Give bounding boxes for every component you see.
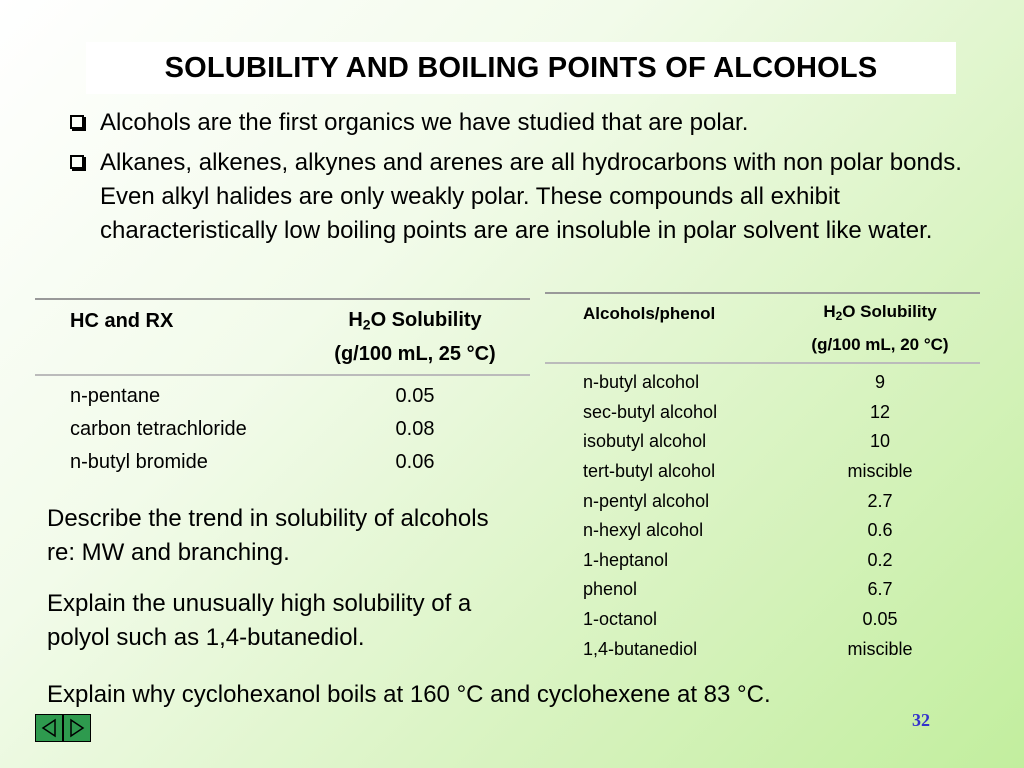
solubility-value: 0.2 xyxy=(867,549,893,570)
compound-name: 1,4-butanediol xyxy=(583,638,698,659)
table-row xyxy=(35,446,530,479)
header-subscript: 2 xyxy=(362,316,371,333)
header-units: (g/100 mL, 20 °C) xyxy=(811,335,949,355)
header-text: O Solubility xyxy=(842,301,937,321)
question-text: Describe the trend in solubility of alcohols re: MW and branching. xyxy=(47,505,489,566)
compound-name: n-pentane xyxy=(70,385,161,407)
triangle-left-icon xyxy=(40,718,58,738)
table-row xyxy=(545,363,980,398)
compound-name: n-butyl alcohol xyxy=(583,372,700,393)
solubility-value: 0.6 xyxy=(867,520,893,541)
slide-title: SOLUBILITY AND BOILING POINTS OF ALCOHOLS xyxy=(164,51,878,84)
alcohol-solubility-table xyxy=(545,292,980,664)
previous-slide-button[interactable] xyxy=(35,714,63,742)
solubility-value: 0.08 xyxy=(395,418,435,440)
solubility-value: miscible xyxy=(847,638,913,659)
table-row xyxy=(545,486,980,516)
triangle-right-icon xyxy=(68,718,86,738)
solubility-value: 0.05 xyxy=(395,385,435,407)
solubility-value: 10 xyxy=(869,431,891,452)
solubility-value: 9 xyxy=(874,372,885,393)
next-slide-button[interactable] xyxy=(63,714,91,742)
bullet-list xyxy=(70,106,990,254)
compound-name: n-pentyl alcohol xyxy=(583,490,710,511)
title-box xyxy=(86,42,956,94)
hc-rx-solubility-table xyxy=(35,298,530,479)
bullet-item xyxy=(70,146,990,248)
compound-name: tert-butyl alcohol xyxy=(583,461,716,482)
table-row xyxy=(35,375,530,413)
table-row xyxy=(545,546,980,576)
compound-name: n-butyl bromide xyxy=(70,451,208,473)
compound-name: phenol xyxy=(583,579,638,600)
table-row xyxy=(545,575,980,605)
compound-name: 1-heptanol xyxy=(583,549,669,570)
checkbox-bullet-icon xyxy=(70,155,84,169)
header-text: H xyxy=(348,308,363,331)
compound-name: 1-octanol xyxy=(583,609,658,630)
table-row xyxy=(545,516,980,546)
bullet-item xyxy=(70,106,990,140)
solubility-value: 12 xyxy=(869,401,891,422)
solubility-value: 0.06 xyxy=(395,451,435,473)
question-text: Explain why cyclohexanol boils at 160 °C and cyclohexene at 83 °C. xyxy=(47,681,771,708)
header-subscript: 2 xyxy=(835,308,843,323)
solubility-value: 6.7 xyxy=(867,579,893,600)
header-units: (g/100 mL, 25 °C) xyxy=(334,343,496,366)
table-row xyxy=(35,413,530,446)
header-text: O Solubility xyxy=(370,308,482,331)
slide-navigation xyxy=(35,714,91,742)
table-header-row xyxy=(35,299,530,375)
solubility-value: 2.7 xyxy=(867,490,893,511)
checkbox-bullet-icon xyxy=(70,115,84,129)
compound-name: n-hexyl alcohol xyxy=(583,520,704,541)
column-header: HC and RX xyxy=(70,310,174,332)
bullet-text: Alkanes, alkenes, alkynes and arenes are all hydrocarbons with non polar bonds. Even alkyl halides are only weakly polar. These compounds all exhibit characteristically low boiling points are are insoluble in polar solvent like water. xyxy=(100,149,962,244)
table-header-row xyxy=(545,293,980,363)
question-text: Explain the unusually high solubility of a polyol such as 1,4-butanediol. xyxy=(47,590,472,651)
table-row xyxy=(545,605,980,635)
table-row xyxy=(545,427,980,457)
header-text: H xyxy=(823,301,836,321)
bullet-text: Alcohols are the first organics we have studied that are polar. xyxy=(100,109,749,136)
solubility-value: miscible xyxy=(847,461,913,482)
page-number: 32 xyxy=(912,710,930,730)
column-header: Alcohols/phenol xyxy=(583,304,716,323)
table-row xyxy=(545,457,980,487)
solubility-value: 0.05 xyxy=(862,609,898,630)
column-header xyxy=(780,293,980,363)
column-header xyxy=(300,299,530,375)
compound-name: sec-butyl alcohol xyxy=(583,401,718,422)
compound-name: carbon tetrachloride xyxy=(70,418,247,440)
table-row xyxy=(545,634,980,664)
table-row xyxy=(545,398,980,428)
compound-name: isobutyl alcohol xyxy=(583,431,707,452)
